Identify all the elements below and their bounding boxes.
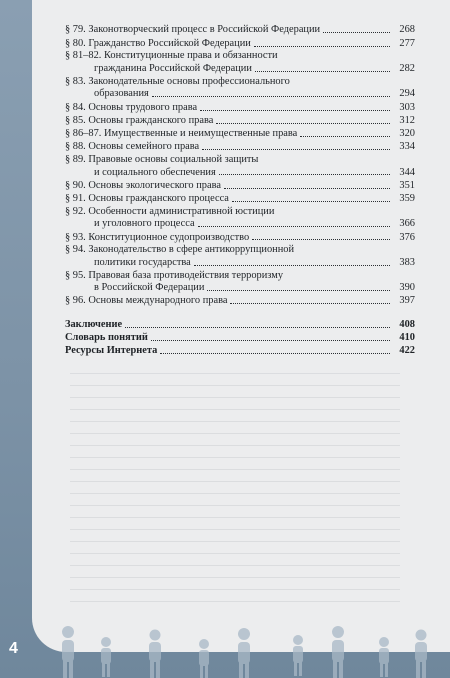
section-title: Основы гражданского процесса xyxy=(88,192,229,204)
toc-entry[interactable] xyxy=(65,179,415,191)
toc-entry[interactable] xyxy=(65,37,415,49)
dot-leader xyxy=(230,302,390,304)
section-title-cont: и уголовного процесса xyxy=(94,218,195,230)
page-ref: 410 xyxy=(399,331,415,343)
page-ref: 312 xyxy=(399,114,415,126)
section-number: § 79. xyxy=(65,24,86,36)
dot-leader xyxy=(255,70,390,72)
section-number: § 83. xyxy=(65,75,86,87)
section-number: § 94. xyxy=(65,244,86,256)
dot-leader xyxy=(198,225,390,227)
section-title: Заключение xyxy=(65,318,123,330)
dot-leader xyxy=(207,289,390,291)
page-ref: 282 xyxy=(399,63,415,74)
dot-leader xyxy=(152,95,390,97)
page-ref: 344 xyxy=(399,166,415,178)
dot-leader xyxy=(125,326,390,328)
page-ref: 376 xyxy=(399,231,415,243)
toc-entry[interactable] xyxy=(65,206,415,231)
section-title: Имущественные и неимущественные права xyxy=(103,127,298,139)
section-title: Словарь понятий xyxy=(65,331,148,343)
toc-entry[interactable] xyxy=(65,114,415,126)
page-ref: 303 xyxy=(399,101,415,113)
dot-leader xyxy=(254,45,390,47)
page-ref: 268 xyxy=(399,24,415,36)
toc-entry-internet-resources[interactable] xyxy=(65,345,415,357)
toc-entry[interactable] xyxy=(65,24,415,36)
toc-entry[interactable] xyxy=(65,270,415,295)
section-number: § 81–82. xyxy=(65,50,102,62)
dot-leader xyxy=(323,31,390,33)
section-title: Правовые основы социальной защиты xyxy=(88,153,259,165)
dot-leader xyxy=(216,122,390,124)
section-number: § 93. xyxy=(65,231,86,243)
section-number: § 92. xyxy=(65,205,86,217)
show-through-text xyxy=(70,372,400,612)
page-number: 4 xyxy=(9,640,18,657)
page-ref: 359 xyxy=(399,192,415,204)
toc-entry[interactable] xyxy=(65,295,415,307)
section-title: Основы гражданского права xyxy=(88,114,214,126)
section-title: Основы семейного права xyxy=(88,141,200,153)
section-number: § 96. xyxy=(65,295,86,307)
section-title-cont: и социального обеспечения xyxy=(94,166,216,178)
section-title: Законотворческий процесс в Российской Федерации xyxy=(88,24,321,36)
dot-leader xyxy=(200,109,390,111)
section-number: § 80. xyxy=(65,37,86,49)
toc-entry-conclusion[interactable] xyxy=(65,318,415,330)
section-number: § 84. xyxy=(65,101,86,113)
toc-entry[interactable] xyxy=(65,101,415,113)
page-ref: 383 xyxy=(399,256,415,268)
section-title-cont: в Российской Федерации xyxy=(94,282,205,294)
section-title-cont: политики государства xyxy=(94,256,191,268)
page-ref: 366 xyxy=(399,218,415,230)
dot-leader xyxy=(160,352,390,354)
toc-entry[interactable] xyxy=(65,76,415,101)
section-title: Особенности административной юстиции xyxy=(88,205,275,217)
section-number: § 95. xyxy=(65,269,86,281)
page-ref: 277 xyxy=(399,37,415,49)
section-title: Гражданство Российской Федерации xyxy=(88,37,251,49)
toc-entry[interactable] xyxy=(65,231,415,243)
section-title: Основы экологического права xyxy=(88,179,221,191)
section-title-cont: гражданина Российской Федерации xyxy=(94,63,252,74)
toc-entry[interactable] xyxy=(65,141,415,153)
page-ref: 422 xyxy=(399,345,415,357)
section-title: Ресурсы Интернета xyxy=(65,345,158,357)
people-silhouettes-decoration xyxy=(0,614,450,678)
section-title: Правовая база противодействия терроризму xyxy=(88,269,284,281)
section-title-cont: образования xyxy=(94,88,149,100)
section-number: § 91. xyxy=(65,192,86,204)
toc-entry[interactable] xyxy=(65,154,415,179)
table-of-contents xyxy=(65,24,415,358)
section-number: § 85. xyxy=(65,114,86,126)
toc-entry[interactable] xyxy=(65,192,415,204)
section-title: Законодательные основы профессионального xyxy=(88,75,290,87)
page-ref: 351 xyxy=(399,179,415,191)
dot-leader xyxy=(232,200,390,202)
dot-leader xyxy=(219,173,390,175)
section-title: Конституционные права и обязанности xyxy=(103,50,278,62)
page-ref: 334 xyxy=(399,141,415,153)
page-ref: 397 xyxy=(399,295,415,307)
section-title: Конституционное судопроизводство xyxy=(88,231,250,243)
section-number: § 86–87. xyxy=(65,127,102,139)
section-title: Основы международного права xyxy=(88,295,228,307)
dot-leader xyxy=(224,187,390,189)
section-title: Законодательство в сфере антикоррупционной xyxy=(88,244,295,256)
section-title: Основы трудового права xyxy=(88,101,198,113)
dot-leader xyxy=(202,148,390,150)
section-number: § 90. xyxy=(65,179,86,191)
dot-leader xyxy=(300,135,390,137)
dot-leader xyxy=(194,264,390,266)
dot-leader xyxy=(151,339,390,341)
toc-entry[interactable] xyxy=(65,50,415,75)
section-number: § 88. xyxy=(65,141,86,153)
toc-entry-glossary[interactable] xyxy=(65,331,415,343)
dot-leader xyxy=(252,238,390,240)
section-number: § 89. xyxy=(65,153,86,165)
toc-entry[interactable] xyxy=(65,244,415,269)
page-ref: 294 xyxy=(399,88,415,100)
toc-entry[interactable] xyxy=(65,128,415,140)
page-ref: 408 xyxy=(399,318,415,330)
page-ref: 390 xyxy=(399,282,415,294)
page-ref: 320 xyxy=(399,127,415,139)
